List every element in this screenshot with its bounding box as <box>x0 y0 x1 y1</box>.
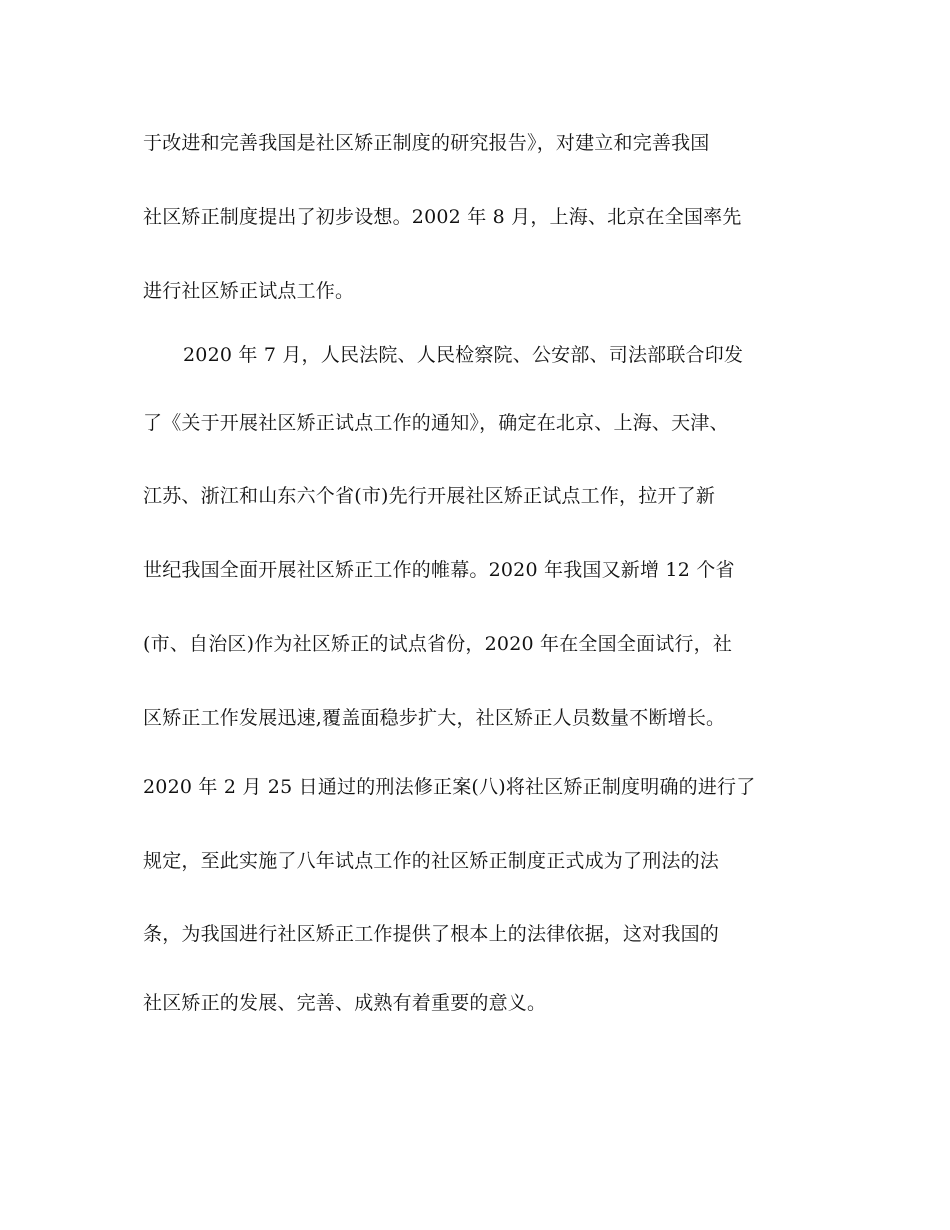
text-line: 了《关于开展社区矫正试点工作的通知》，确定在北京、上海、天津、 <box>143 412 729 434</box>
text-line: 社区矫正制度提出了初步设想。2002 年 8 月，上海、北京在全国率先 <box>143 206 742 228</box>
text-line: (市、自治区)作为社区矫正的试点省份，2020 年在全国全面试行，社 <box>143 633 733 655</box>
text-line: 条，为我国进行社区矫正工作提供了根本上的法律依据，这对我国的 <box>143 923 720 945</box>
paragraph-start-line: 2020 年 7 月，人民法院、人民检察院、公安部、司法部联合印发 <box>183 344 744 366</box>
text-line: 江苏、浙江和山东六个省(市)先行开展社区矫正试点工作，拉开了新 <box>143 485 716 507</box>
text-line: 进行社区矫正试点工作。 <box>143 280 355 302</box>
text-line: 规定，至此实施了八年试点工作的社区矫正制度正式成为了刑法的法 <box>143 850 720 872</box>
text-line: 区矫正工作发展迅速,覆盖面稳步扩大，社区矫正人员数量不断增长。 <box>143 707 726 729</box>
text-line: 世纪我国全面开展社区矫正工作的帷幕。2020 年我国又新增 12 个省 <box>143 559 735 581</box>
text-line: 2020 年 2 月 25 日通过的刑法修正案(八)将社区矫正制度明确的进行了 <box>143 776 756 798</box>
text-line: 于改进和完善我国是社区矫正制度的研究报告》，对建立和完善我国 <box>143 132 710 154</box>
text-line: 社区矫正的发展、完善、成熟有着重要的意义。 <box>143 992 547 1014</box>
